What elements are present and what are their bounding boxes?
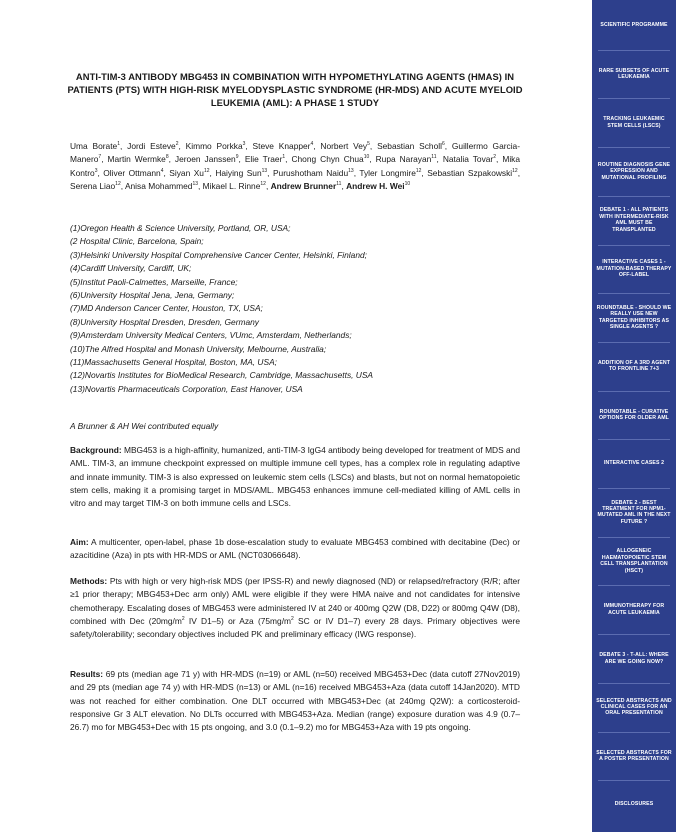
author [175,154,239,164]
background-text: MBG453 is a high-affinity, humanized, anti-TIM-3 IgG4 antibody being developed for treatment of MDS and AML. TIM-3, an immune checkpoint expressed on multiple immune cell types, has a complex role in regulating adaptive and innate immunity. TIM-3 is also expressed on leukemic stem cells (LSCs) and blasts, but not on normal hematopoietic stem cells, making it a promising target in MDS/AML. MBG453 enhances immune cell-mediated killing of AML cells in vitro and may target TIM-3 on both immune cells and LSCs. [70,445,520,509]
sidebar-item[interactable]: INTERACTIVE CASES 1 - MUTATION-BASED THERAPY OFF-LABEL [596,259,672,279]
abstract-title: ANTI-TIM-3 ANTIBODY MBG453 IN COMBINATION WITH HYPOMETHYLATING AGENTS (HMAS) IN PATIENTS (PTS) WITH HIGH-RISK MYELODYSPLASTIC SYNDROME (HR-MDS) AND ACUTE MYELOID LEUKEMIA (AML): A PHASE 1 STUDY [67,71,523,108]
sidebar-item[interactable]: ROUNDTABLE - SHOULD WE REALLY USE NEW TARGETED INHIBITORS AS SINGLE AGENTS ? [596,304,672,330]
author-affiliation-number: 9 [235,154,239,161]
author [103,168,163,178]
author-affiliation-number: 1 [117,141,120,147]
background-label: Background: [70,445,122,455]
author [127,141,178,151]
author [291,154,369,164]
aim-label: Aim: [70,537,89,547]
methods-section [70,575,520,641]
author-name: Jeroen Janssen [174,154,236,165]
author-name: Mika Kontro [70,154,521,178]
author [273,168,354,178]
author-name: Steve Knapper [252,141,311,151]
author [346,181,410,191]
author-affiliation-number: 12 [415,167,422,174]
author-name: Andrew Brunner [270,180,337,191]
author [215,168,267,178]
author-name: Uma Borate [70,141,118,151]
author-affiliation-number: 11 [431,154,437,161]
author [320,141,370,151]
methods-text-1: Pts with high or very high-risk MDS (per IPSS-R) and newly diagnosed (ND) or relapsed/refractory (R/R; after ≥1 prior therapy; MBG453+Dec arm only) AML were eligible if they were HMA naive and not candidates for intensive chemotherapy. Escalating doses of MBG453 were administered IV at 240 or 400mg Q2W (D8, D22) or 800mg Q4W (D8), combined with Dec (20mg/m [70,576,520,626]
affiliation-item: (1)Oregon Health & Science University, Portland, OR, USA; [70,223,291,233]
author-affiliation-number: 13 [348,167,354,174]
affiliation-item: (4)Cardiff University, Cardiff, UK; [70,263,192,274]
author-name: Kimmo Porkka [185,141,243,151]
author-affiliation-number: 7 [98,154,102,161]
aim-text: A multicenter, open-label, phase 1b dose-escalation study to evaluate MBG453 combined with decitabine (Dec) or azacitidine (Aza) in pts with HR-MDS or AML (NCT03066648). [70,537,520,561]
author-name: Purushotham Naidu [272,167,349,178]
sidebar-item[interactable]: TRACKING LEUKAEMIC STEM CELLS (LSCS) [603,116,665,129]
author-name: Rupa Narayan [375,154,432,165]
affiliation-item: (2 Hospital Clinic, Barcelona, Spain; [70,236,204,247]
author-affiliation-number: 4 [160,167,164,174]
author-affiliation-number: 2 [493,154,497,161]
sidebar-item[interactable]: ROUTINE DIAGNOSIS GENE EXPRESSION AND MUTATIONAL PROFILING [597,161,671,181]
results-text: 69 pts (median age 71 y) with HR-MDS (n=19) or AML (n=50) received MBG453+Dec (data cutoff 27Nov2019) and 29 pts (median age 74 y) with HR-MDS (n=13) or AML (n=16) received MBG453+Aza (data cutoff 14Jan2020). MTD was not reached for either combination. One DLT occurred with MBG453+Dec (at 240mg Q2W): a corticosteroid-responsive Gr 3 ALT elevation. No DLTs occurred with MBG453+Aza. Median (range) exposure duration was 4.9 (0.7–26.7) mo for MBG453+Dec with 15 pts ongoing, and 3.0 (0.1–9.2) mo for MBG453+Aza with 19 pts ongoing. [70,669,520,733]
author-name: Sebastian Scholl [377,141,442,151]
author [169,168,209,178]
author-name: Martin Wermke [107,154,166,165]
affiliation-item: (9)Amsterdam University Medical Centers, VUmc, Amsterdam, Netherlands; [70,330,352,341]
author-name: Guillermo Garcia-Manero [70,141,521,165]
author-name: Mikael L. Rinne [202,180,261,191]
author-affiliation-number: 8 [165,154,169,161]
sidebar-item[interactable]: DISCLOSURES [614,801,654,808]
sidebar-item[interactable]: INTERACTIVE CASES 2 [603,460,665,467]
author-affiliation-number: 4 [310,141,314,147]
author-name: Norbert Vey [320,141,368,151]
author-affiliation-number: 3 [94,167,98,174]
affiliation-item: (12)Novartis Institutes for BioMedical Research, Cambridge, Massachusetts, USA [70,370,374,381]
affiliation-item: (10)The Alfred Hospital and Monash University, Melbourne, Australia; [70,343,327,354]
background-section [70,444,520,510]
author [203,181,266,191]
sidebar-item[interactable]: SELECTED ABSTRACTS FOR A POSTER PRESENTATION [596,749,672,762]
author [271,181,342,191]
author-affiliation-number: 11 [336,180,342,187]
author [125,181,198,191]
sidebar-item[interactable]: DEBATE 1 - ALL PATIENTS WITH INTERMEDIATE-RISK AML MUST BE TRANSPLANTED [599,207,669,233]
affiliation-item: (13)Novartis Pharmaceuticals Corporation, East Hanover, USA [70,383,303,394]
author [70,141,120,151]
author-affiliation-number: 10 [404,180,411,187]
author-name: Sebastian Szpakowski [427,167,513,178]
sidebar-item[interactable]: SELECTED ABSTRACTS AND CLINICAL CASES FOR AN ORAL PRESENTATION [596,697,672,717]
author-name: Elie Traer [244,154,283,165]
author-affiliation-number: 12 [512,167,518,174]
affiliation-item: (6)University Hospital Jena, Jena, Germany; [70,290,235,301]
affiliation-item: (11)Massachusetts General Hospital, Boston, MA, USA; [70,357,277,368]
methods-label: Methods: [70,576,108,586]
affiliation-item: (3)Helsinki University Hospital Comprehensive Cancer Center, Helsinki, Finland; [70,249,367,260]
author [253,141,314,151]
author-affiliation-number: 6 [441,141,445,147]
methods-text-2: IV D1–5) or Aza (75mg/m [184,615,291,626]
author [70,181,121,191]
author-name: Serena Liao [70,180,116,191]
author-name: Oliver Ottmann [103,167,161,178]
sidebar-item[interactable]: IMMUNOTHERAPY FOR ACUTE LEUKAEMIA [603,603,665,616]
author [108,154,169,164]
author-affiliation-number: 13 [261,167,268,174]
affiliation-item: (7)MD Anderson Cancer Center, Houston, TX, USA; [70,303,263,314]
author [377,141,445,151]
results-section [70,668,520,734]
author-name: Jordi Esteve [127,141,176,151]
results-label: Results: [70,669,104,679]
author-name: Andrew H. Wei [346,180,405,191]
navigation-sidebar [592,0,676,832]
affiliation-list [70,222,520,396]
author [359,168,421,178]
methods-sup-1: 2 [181,615,185,622]
author [443,154,496,164]
author-list: Uma Borate$^1$, Jordi Esteve$^2$, Kimmo Porkka$^3$, Steve Knapper$^4$, Norbert Vey$^5$, Sebastian Scholl$^6$, Guillermo Garcia-Manero$^7$, Martin Wermke$^8$, Jeroen Janssen$^9$, Elie Traer$^1$, Chong Chyn Chua$^{10}$, Rupa Narayan$^{11}$, Natalia Tovar$^2$, Mika Kontro$^3$, Oliver Ottmann$^4$, Siyan Xu$^{12}$, Haiying Sun$^{13}$, Purushotham Naidu$^{13}$, Tyler Longmire$^{12}$, Sebastian Szpakowski$^{12}$, Serena Liao$^{12}$, Anisa Mohammed$^{13}$, Mikael L. Rinne$^{12}$, Andrew Brunner$^{11}$, Andrew H. Wei$^{10}$ [70,141,521,191]
author-affiliation-number: 2 [175,141,179,147]
author-affiliation-number: 12 [260,180,266,187]
sidebar-item[interactable]: ALLOGENEIC HAEMATOPOIETIC STEM CELL TRANSPLANTATION (HSCT) [600,548,668,574]
affiliation-item: (8)University Hospital Dresden, Dresden, Germany [70,316,259,327]
author-affiliation-number: 3 [242,141,246,147]
sidebar-item[interactable]: RARE SUBSETS OF ACUTE LEUKAEMIA [598,67,670,81]
methods-sup-2: 2 [291,615,294,622]
affiliation-item: (5)Institut Paoli-Calmettes, Marseille, France; [70,276,238,287]
author-name: Anisa Mohammed [124,180,193,191]
author-name: Chong Chyn Chua [291,154,364,165]
author-affiliation-number: 5 [367,141,370,147]
author [427,168,518,178]
aim-section [70,536,520,563]
author-affiliation-number: 12 [203,167,210,174]
sidebar-item[interactable]: SCIENTIFIC PROGRAMME [600,22,668,29]
sidebar-item[interactable]: DEBATE 2 - BEST TREATMENT FOR NPM1-MUTATED AML IN THE NEXT FUTURE ? [597,499,671,525]
author [186,141,246,151]
methods-text-3: SC or IV D1–7) every 28 days. Primary objectives were safety/tolerability; secondary objectives included PK and preliminary efficacy (IWG response). [70,615,520,640]
author-affiliation-number: 10 [363,154,370,161]
author-affiliation-number: 1 [282,154,286,161]
sidebar-item[interactable]: ADDITION OF A 3RD AGENT TO FRONTLINE 7+3 [597,359,671,373]
author [376,154,437,164]
author-affiliation-number: 13 [192,180,198,187]
author [245,154,285,164]
sidebar-item[interactable]: DEBATE 3 - T-ALL: WHERE ARE WE GOING NOW? [599,652,669,665]
abstract-content [67,0,523,832]
author-name: Haiying Sun [215,167,262,178]
author-name: Tyler Longmire [359,167,416,178]
author-name: Natalia Tovar [442,154,494,165]
sidebar-item[interactable]: ROUNDTABLE - CURATIVE OPTIONS FOR OLDER AML [599,408,669,421]
author-affiliation-number: 12 [115,180,121,187]
contribution-note: A Brunner & AH Wei contributed equally [70,421,219,431]
author-name: Siyan Xu [169,167,204,178]
